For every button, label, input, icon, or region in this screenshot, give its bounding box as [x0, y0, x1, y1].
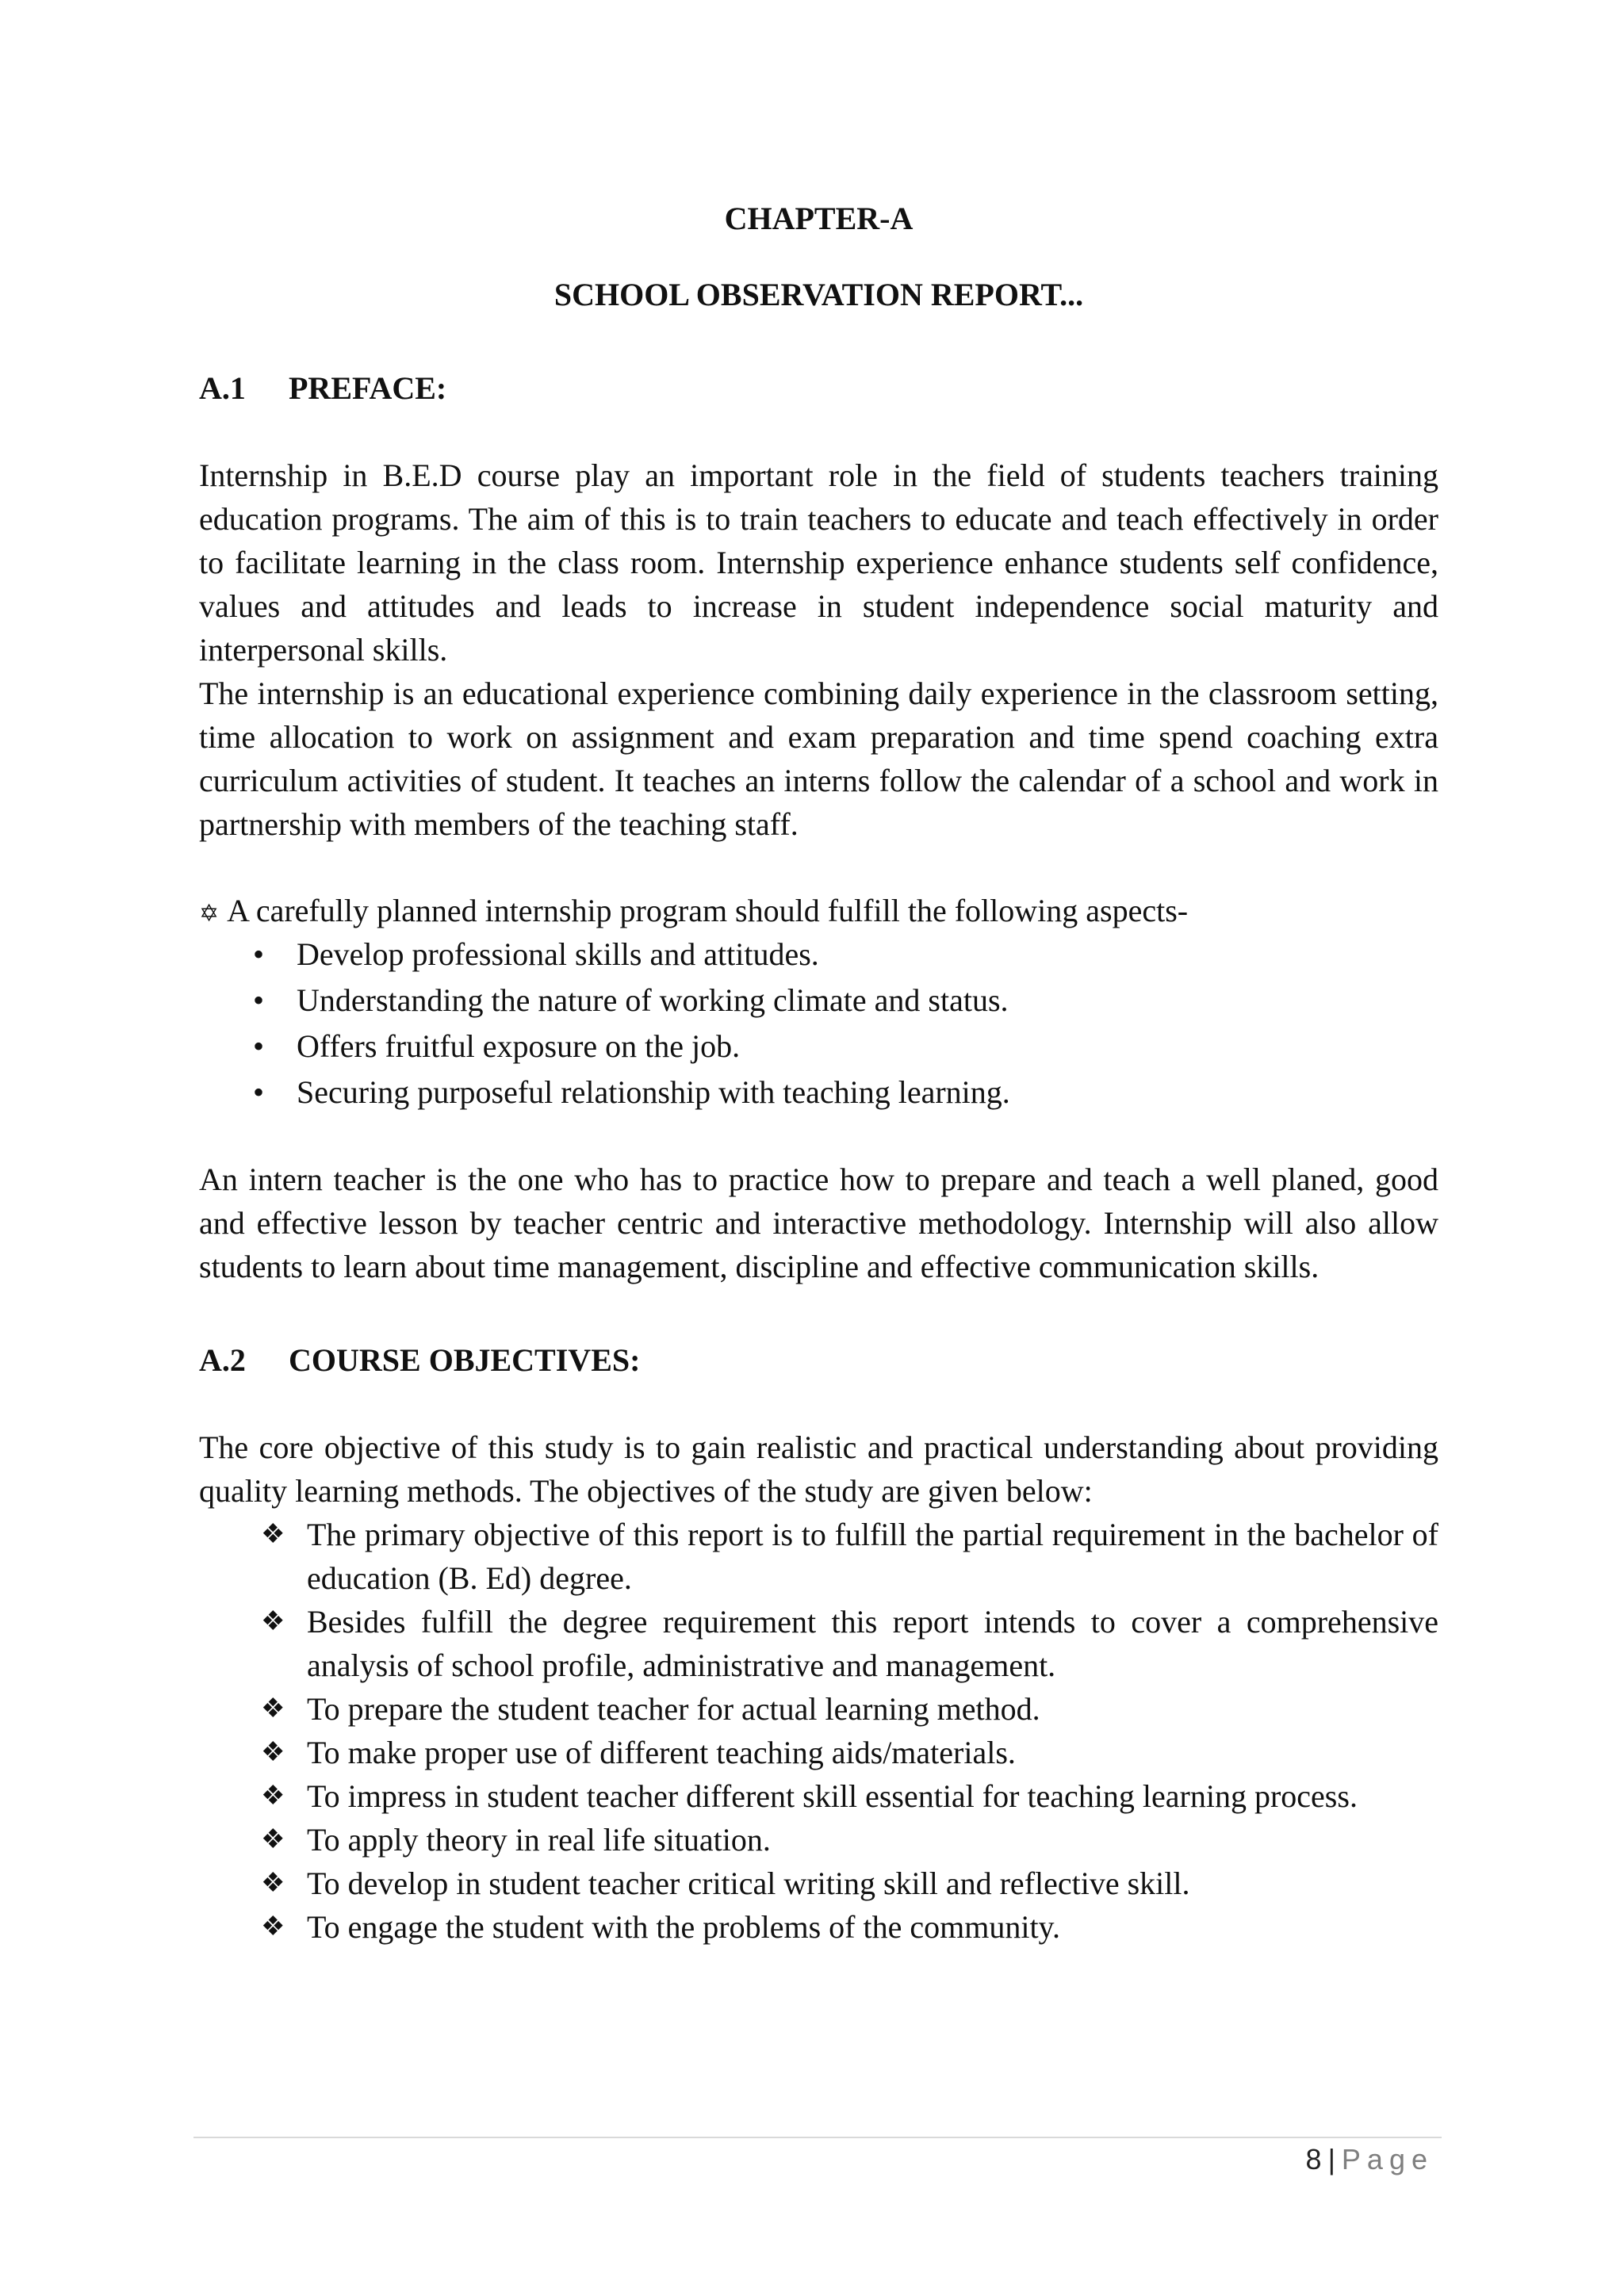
- preface-paragraph-1: Internship in B.E.D course play an important role in the field of students teachers training education programs. The aim of this is to train teachers to educate and teach effectively in order to facilitate learning in the class room. Internship experience enhance students self confidence, values and attitudes and leads to increase in student independence social maturity and interpersonal skills.: [199, 457, 1438, 668]
- list-item: • Understanding the nature of working climate and status.: [199, 978, 1438, 1024]
- bullet-icon: •: [253, 982, 265, 1018]
- section-number: A.2: [199, 1342, 246, 1378]
- bullet-icon: •: [253, 936, 265, 972]
- list-item: ❖ To prepare the student teacher for actual learning method.: [199, 1687, 1438, 1731]
- list-item: • Offers fruitful exposure on the job.: [199, 1024, 1438, 1070]
- star-of-david-icon: ✡: [199, 900, 220, 928]
- section-heading-course-objectives: [199, 1338, 640, 1382]
- bullet-icon: •: [253, 1028, 265, 1064]
- diamond-bullet-icon: ❖: [261, 1781, 285, 1811]
- diamond-bullet-icon: ❖: [261, 1825, 285, 1854]
- chapter-title: CHAPTER-A: [724, 201, 914, 236]
- diamond-bullet-icon: ❖: [261, 1912, 285, 1942]
- list-item: • Develop professional skills and attitudes.: [199, 932, 1438, 978]
- diamond-bullet-icon: ❖: [261, 1869, 285, 1898]
- list-item: ❖ To make proper use of different teaching aids/materials.: [199, 1731, 1438, 1774]
- diamond-bullet-icon: ❖: [261, 1607, 285, 1636]
- list-item: ❖ To apply theory in real life situation.: [199, 1818, 1438, 1862]
- objectives-intro: The core objective of this study is to gain realistic and practical understanding about providing quality learning methods. The objectives of the study are given below:: [199, 1429, 1438, 1509]
- aspects-intro-text: A carefully planned internship program should fulfill the following aspects-: [227, 893, 1189, 928]
- page-footer: [1306, 2141, 1434, 2179]
- list-item: ❖ To engage the student with the problems of the community.: [199, 1905, 1438, 1949]
- list-item: ❖ To impress in student teacher different skill essential for teaching learning process.: [199, 1774, 1438, 1818]
- list-item: ❖ The primary objective of this report is to fulfill the partial requirement in the bachelor of education (B. Ed) degree.: [199, 1513, 1438, 1600]
- section-heading-preface: [199, 366, 446, 410]
- report-title: SCHOOL OBSERVATION REPORT...: [553, 277, 1084, 312]
- diamond-bullet-icon: ❖: [261, 1520, 285, 1549]
- page-label: Page: [1341, 2143, 1434, 2175]
- page-number: 8: [1305, 2143, 1322, 2175]
- diamond-bullet-icon: ❖: [261, 1694, 285, 1724]
- preface-paragraph-2: The internship is an educational experience combining daily experience in the classroom setting, time allocation to work on assignment and exam preparation and time spend coaching extra curriculum activities of student. It teaches an interns follow the calendar of a school and work in partnership with members of the teaching staff.: [199, 675, 1438, 842]
- footer-divider: [193, 2137, 1442, 2138]
- list-item: • Securing purposeful relationship with teaching learning.: [199, 1070, 1438, 1115]
- diamond-bullet-icon: ❖: [261, 1738, 285, 1767]
- bullet-icon: •: [253, 1074, 265, 1110]
- aspects-intro: [199, 889, 1188, 936]
- objectives-list: [199, 1513, 1438, 1949]
- list-item: ❖ To develop in student teacher critical writing skill and reflective skill.: [199, 1862, 1438, 1905]
- section-title: PREFACE:: [289, 370, 447, 406]
- list-item: ❖ Besides fulfill the degree requirement this report intends to cover a comprehensive analysis of school profile, administrative and management.: [199, 1600, 1438, 1687]
- section-title: COURSE OBJECTIVES:: [289, 1342, 641, 1378]
- footer-separator: |: [1327, 2143, 1335, 2175]
- preface-paragraph-3: An intern teacher is the one who has to practice how to prepare and teach a well planed, good and effective lesson by teacher centric and interactive methodology. Internship will also allow students to learn about time management, discipline and effective communication skills.: [199, 1161, 1438, 1284]
- section-number: A.1: [199, 370, 246, 406]
- aspects-list: [199, 932, 1438, 1115]
